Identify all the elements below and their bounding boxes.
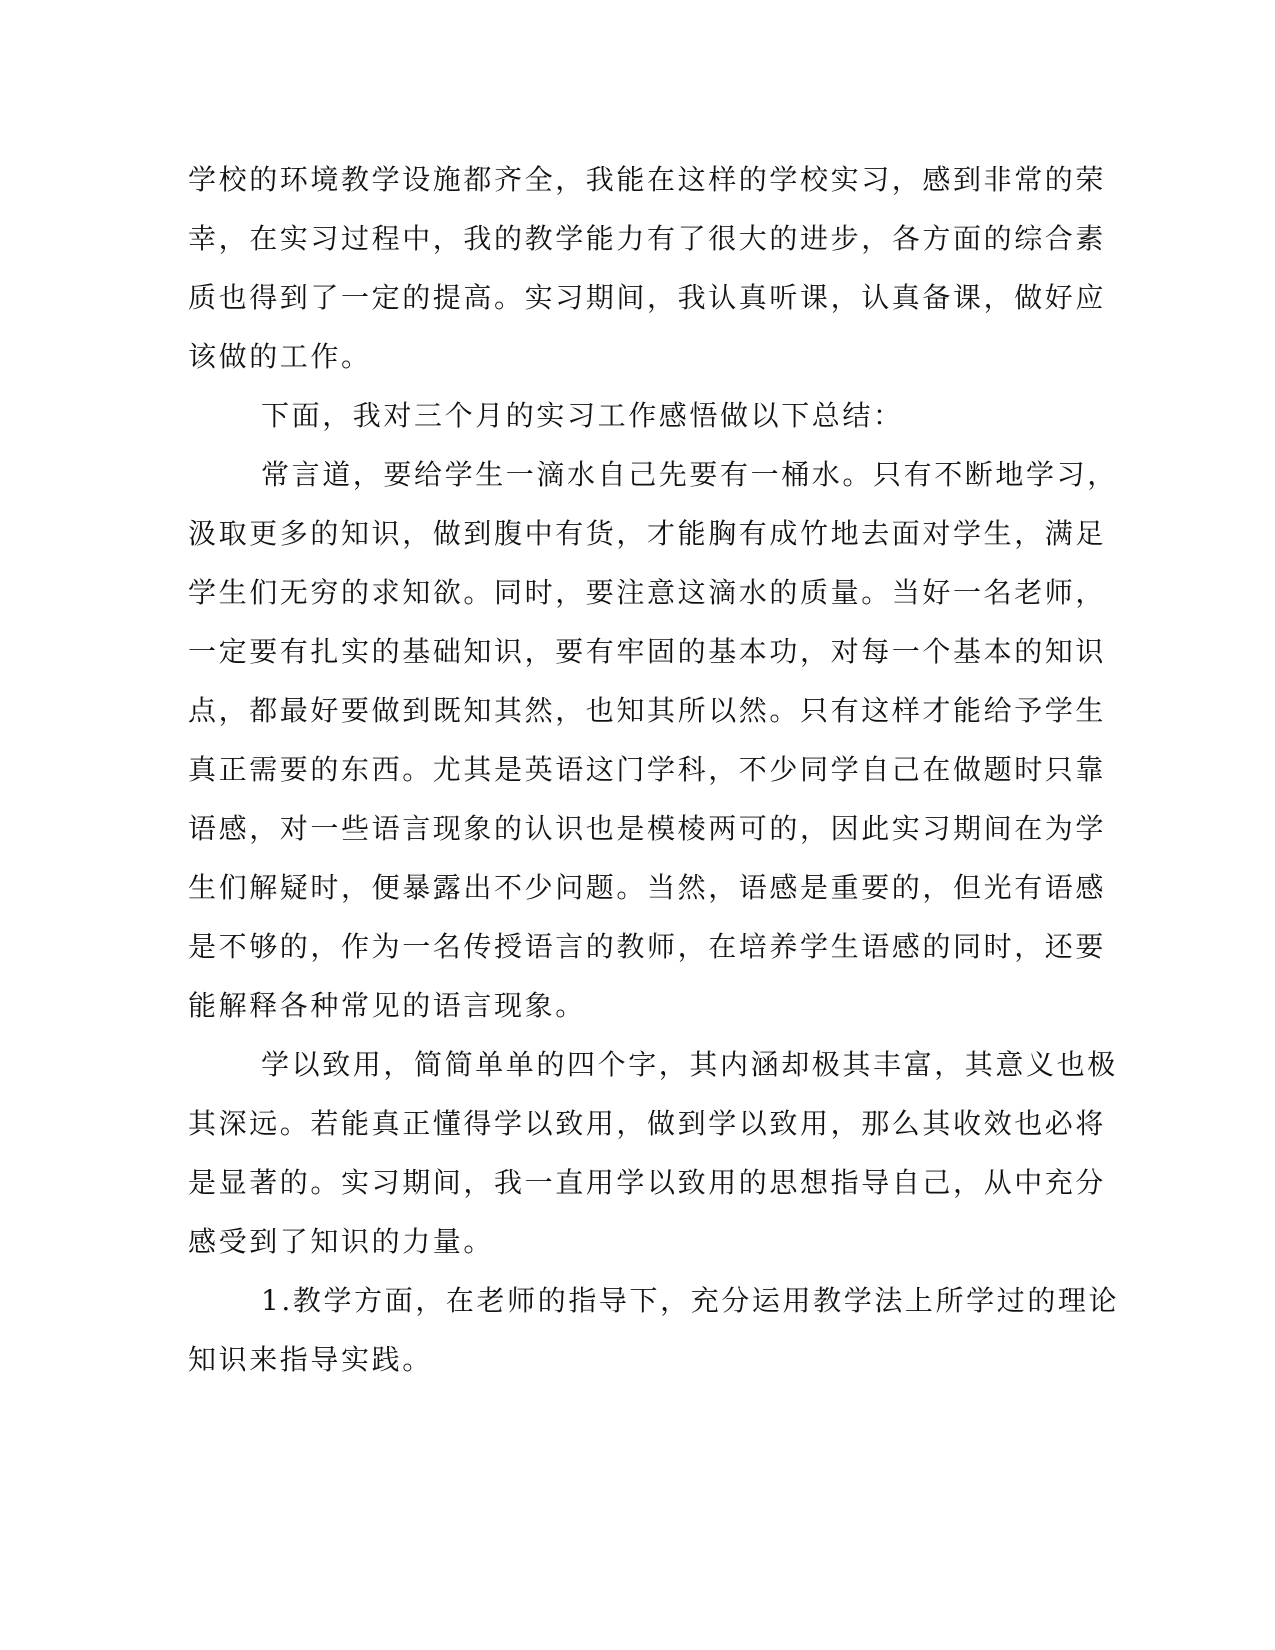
paragraph-apply-line-3: 是显著的。实习期间，我一直用学以致用的思想指导自己，从中充分 [188,1166,1107,1199]
paragraph-summary-lead-line-1: 下面，我对三个月的实习工作感悟做以下总结： [261,399,904,432]
paragraph-intro-line-2: 幸，在实习过程中，我的教学能力有了很大的进步，各方面的综合素 [188,222,1107,255]
paragraph-intro-line-3: 质也得到了一定的提高。实习期间，我认真听课，认真备课，做好应 [188,281,1107,314]
paragraph-water-line-9: 是不够的，作为一名传授语言的教师，在培养学生语感的同时，还要 [188,930,1107,963]
paragraph-point1-line-2: 知识来指导实践。 [188,1343,433,1376]
paragraph-water-line-8: 生们解疑时，便暴露出不少问题。当然，语感是重要的，但光有语感 [188,871,1107,904]
paragraph-point1-line-1: 1.教学方面，在老师的指导下，充分运用教学法上所学过的理论 [261,1284,1120,1317]
paragraph-water-line-7: 语感，对一些语言现象的认识也是模棱两可的，因此实习期间在为学 [188,812,1107,845]
paragraph-water-line-5: 点，都最好要做到既知其然，也知其所以然。只有这样才能给予学生 [188,694,1107,727]
paragraph-water-line-3: 学生们无穷的求知欲。同时，要注意这滴水的质量。当好一名老师， [188,576,1107,609]
paragraph-water-line-6: 真正需要的东西。尤其是英语这门学科，不少同学自己在做题时只靠 [188,753,1107,786]
paragraph-apply-line-1: 学以致用，简简单单的四个字，其内涵却极其丰富，其意义也极 [261,1048,1118,1081]
paragraph-water-line-4: 一定要有扎实的基础知识，要有牢固的基本功，对每一个基本的知识 [188,635,1107,668]
paragraph-intro-line-4: 该做的工作。 [188,340,372,373]
paragraph-water-line-1: 常言道，要给学生一滴水自己先要有一桶水。只有不断地学习， [261,458,1118,491]
paragraph-apply-line-4: 感受到了知识的力量。 [188,1225,495,1258]
paragraph-water-line-2: 汲取更多的知识，做到腹中有货，才能胸有成竹地去面对学生，满足 [188,517,1107,550]
paragraph-water-line-10: 能解释各种常见的语言现象。 [188,989,586,1022]
paragraph-intro-line-1: 学校的环境教学设施都齐全，我能在这样的学校实习，感到非常的荣 [188,163,1107,196]
paragraph-apply-line-2: 其深远。若能真正懂得学以致用，做到学以致用，那么其收效也必将 [188,1107,1107,1140]
